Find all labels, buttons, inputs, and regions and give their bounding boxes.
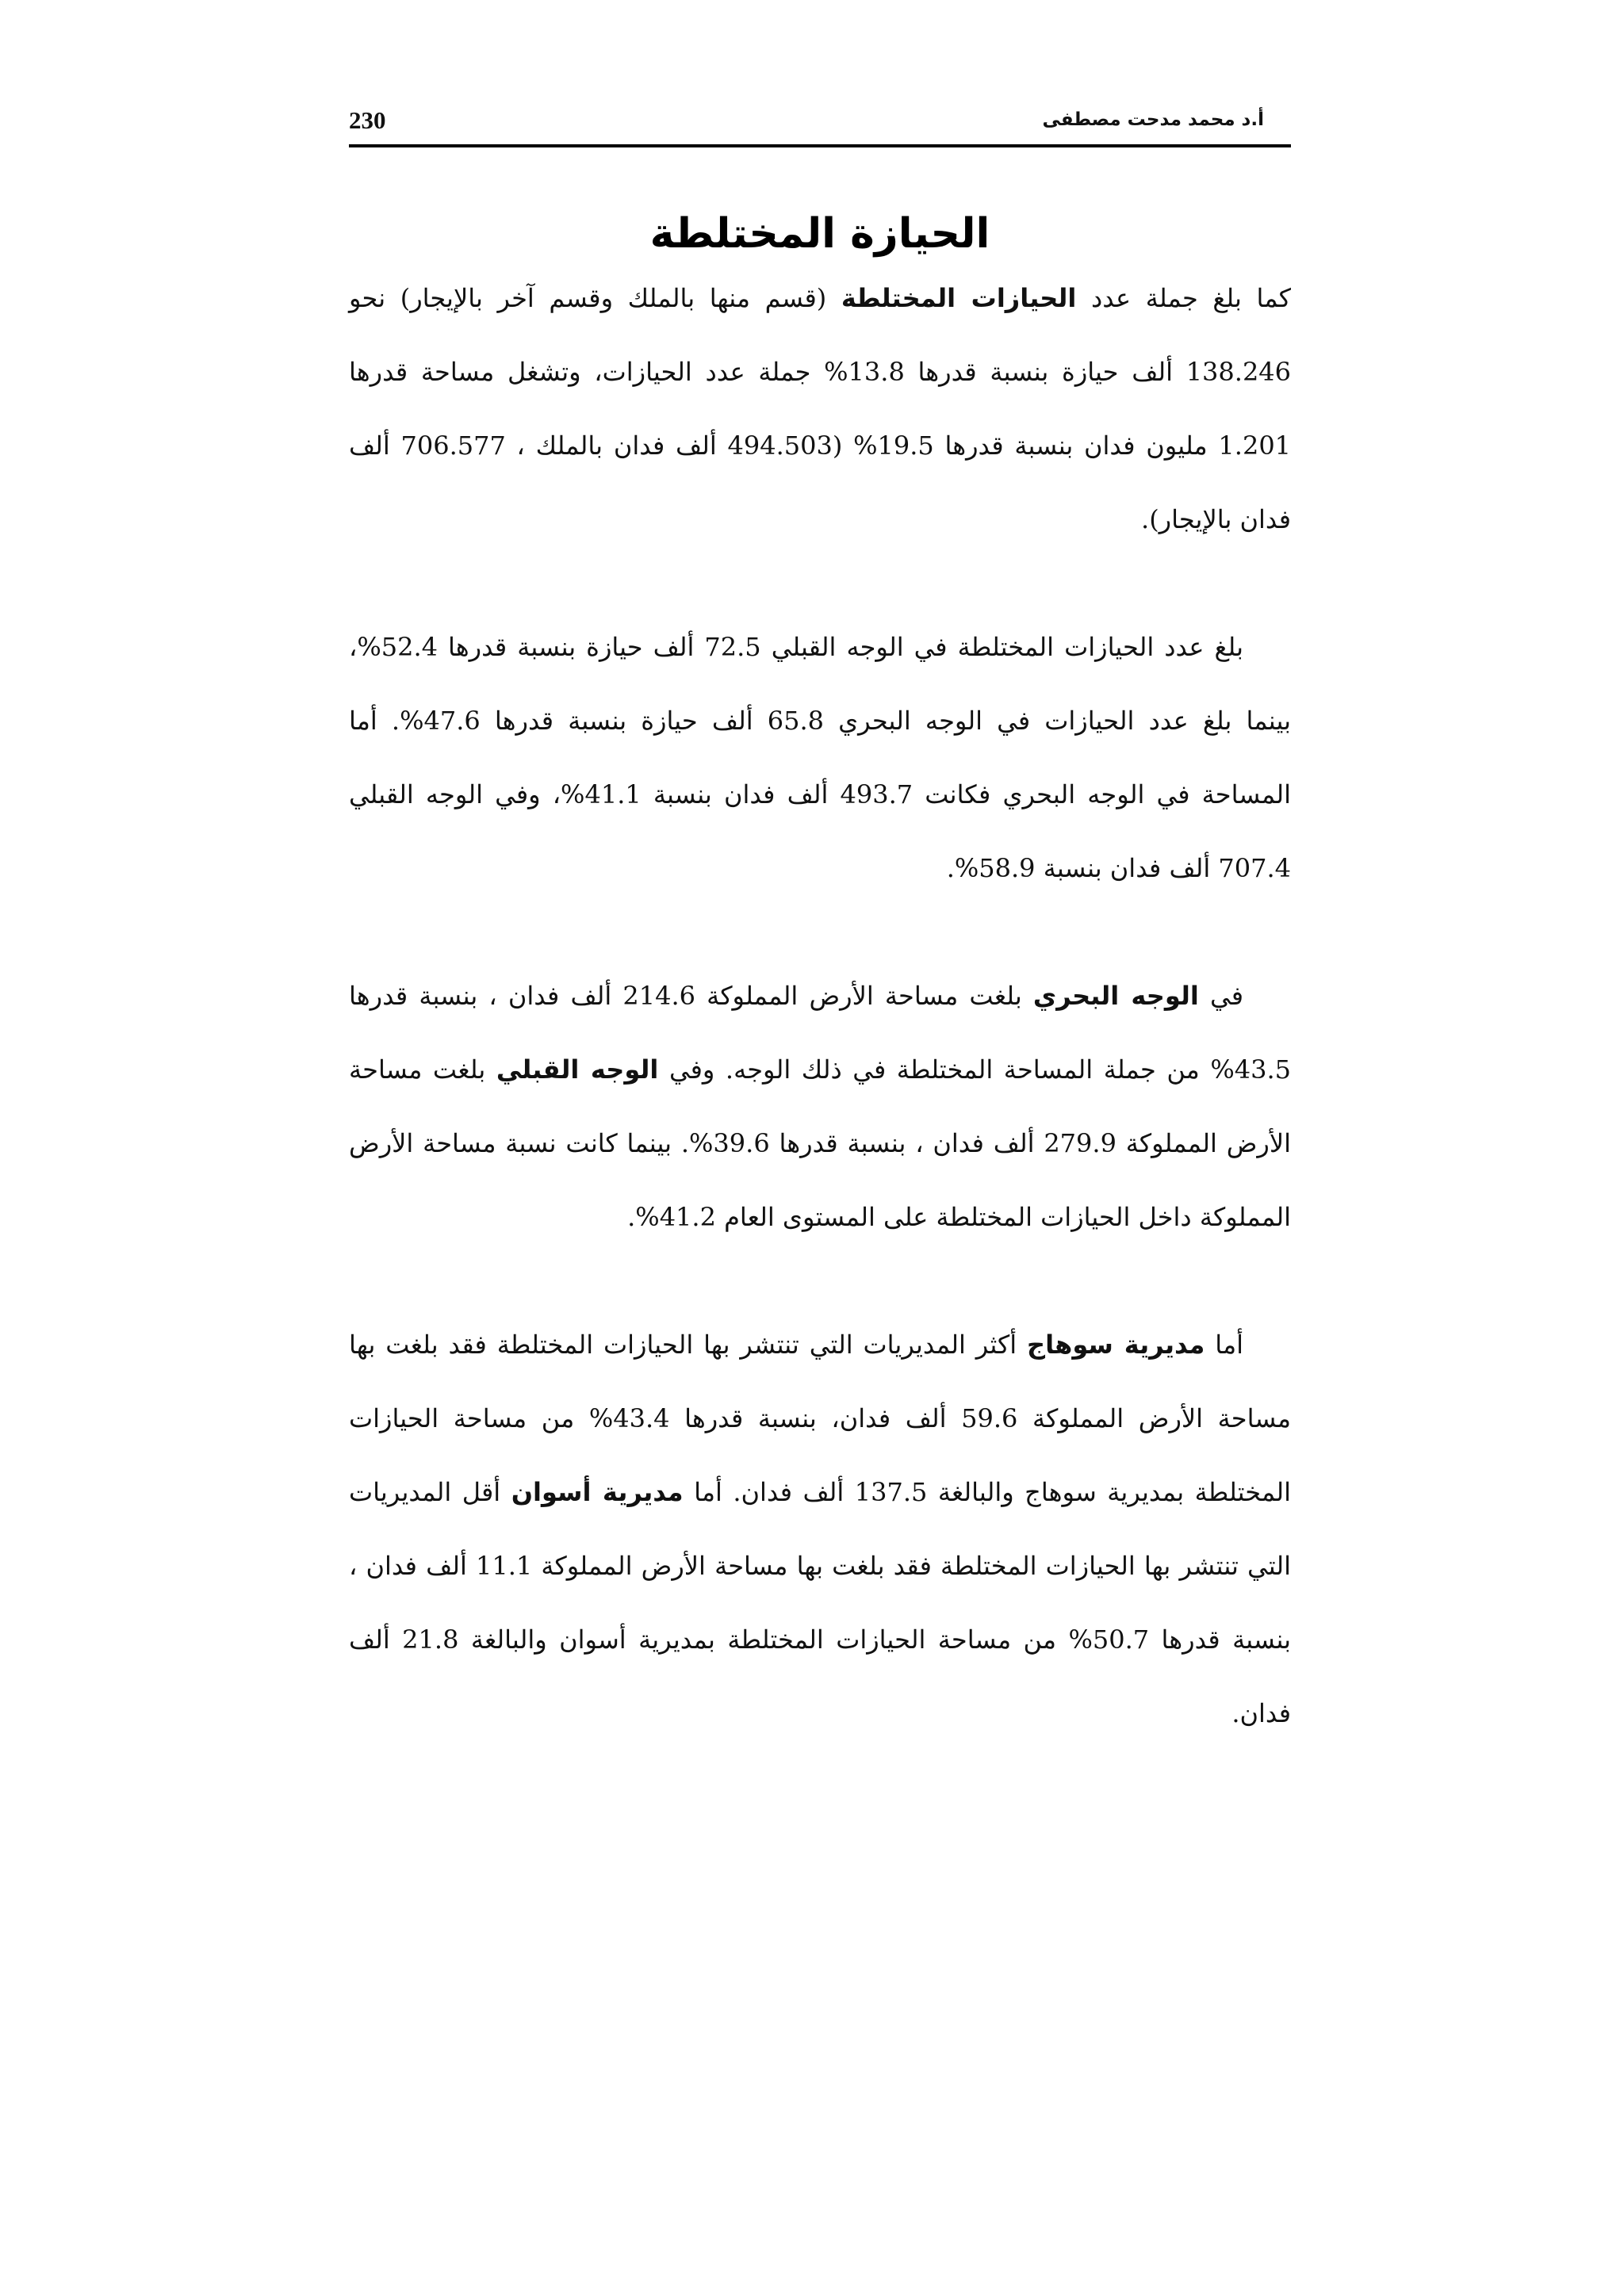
paragraph-text: في xyxy=(1198,981,1244,1011)
header-divider xyxy=(349,144,1291,147)
paragraph-4 xyxy=(349,1308,1291,1751)
bold-term: الوجه القبلي xyxy=(496,1054,659,1085)
paragraph-text: كما بلغ جملة عدد xyxy=(1076,283,1292,313)
bold-term: الحيازات المختلطة xyxy=(841,283,1077,313)
document-page xyxy=(349,103,1291,2228)
bold-term: مديرية سوهاج xyxy=(1027,1330,1205,1360)
paragraph-text: أقل المديريات التي تنتشر بها الحيازات المختلطة فقد بلغت بها مساحة الأرض المملوكة 11.1 ألف فدان ، بنسبة قدرها 50.7% من مساحة الحيازات المختلطة بمديرية أسوان والبالغة 21.8 ألف فدان. xyxy=(349,1477,1292,1728)
paragraph-1 xyxy=(349,262,1291,557)
paragraph-text: (قسم منها بالملك وقسم آخر بالإيجار) نحو 138.246 ألف حيازة بنسبة قدرها 13.8% جملة عدد الحيازات، وتشغل مساحة قدرها 1.201 مليون فدان بنسبة قدرها 19.5% (494.503 ألف فدان بالملك ، 706.577 ألف فدان بالإيجار). xyxy=(349,283,1292,534)
author-name: أ.د محمد مدحت مصطفى xyxy=(1042,109,1264,130)
page-header xyxy=(349,103,1291,144)
paragraph-3 xyxy=(349,959,1291,1254)
page-number: 230 xyxy=(349,106,386,134)
paragraph-2: بلغ عدد الحيازات المختلطة في الوجه القبلي 72.5 ألف حيازة بنسبة قدرها 52.4%، بينما بلغ عدد الحيازات في الوجه البحري 65.8 ألف حيازة بنسبة قدرها 47.6%. أما المساحة في الوجه البحري فكانت 493.7 ألف فدان بنسبة 41.1%، وفي الوجه القبلي 707.4 ألف فدان بنسبة 58.9%. xyxy=(349,632,1292,883)
bold-term: الوجه البحري xyxy=(1032,981,1199,1011)
bold-term: مديرية أسوان xyxy=(511,1477,684,1507)
paragraph-text: بلغت مساحة الأرض المملوكة 279.9 ألف فدان ، بنسبة قدرها 39.6%. بينما كانت نسبة مساحة الأرض المملوكة داخل الحيازات المختلطة على المستوى العام 41.2%. xyxy=(349,1054,1292,1232)
section-title: الحيازة المختلطة xyxy=(649,210,990,258)
paragraph-text: بلغت مساحة الأرض المملوكة 214.6 ألف فدان ، بنسبة قدرها 43.5% من جملة المساحة المختلطة في ذلك الوجه. وفي xyxy=(349,981,1292,1085)
paragraph-text: أما xyxy=(1205,1330,1244,1360)
paragraph-text: أكثر المديريات التي تنتشر بها الحيازات المختلطة فقد بلغت بها مساحة الأرض المملوكة 59.6 ألف فدان، بنسبة قدرها 43.4% من مساحة الحيازات المختلطة بمديرية سوهاج والبالغة 137.5 ألف فدان. أما xyxy=(349,1330,1292,1507)
